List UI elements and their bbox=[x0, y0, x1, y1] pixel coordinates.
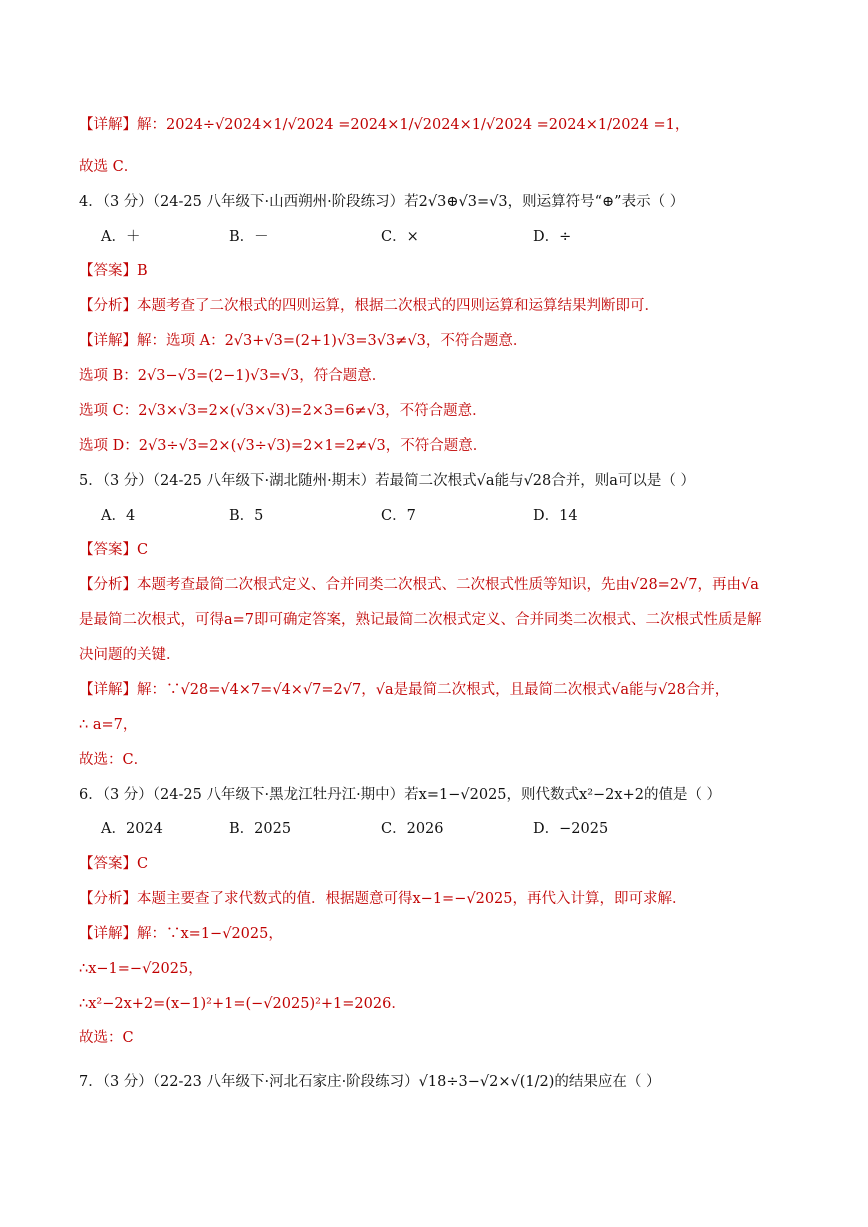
q4-detail-4: 选项 D：2√3÷√3=2×(√3÷√3)=2×1=2≠√3，不符合题意． bbox=[79, 438, 488, 454]
choose-line-q3: 故选 C． bbox=[79, 159, 139, 175]
q6-detail-4: 故选：C bbox=[79, 1030, 134, 1046]
question-4: 4．（3 分）（24-25 八年级下·山西朔州·阶段练习）若2√3⊕√3=√3，则运算符号“⊕”表示（ ） bbox=[79, 194, 685, 210]
q5-detail-1: 【详解】解：∵√28=√4×7=√4×√7=2√7，√a是最简二次根式，且最简二次根式√a能与√28合并， bbox=[79, 682, 730, 698]
q6-analysis: 【分析】本题主要查了求代数式的值．根据题意可得x−1=−√2025，再代入计算，即可求解． bbox=[79, 891, 687, 907]
q6-detail-3: ∴x²−2x+2=(x−1)²+1=(−√2025)²+1=2026． bbox=[79, 996, 406, 1012]
q5-analysis-3: 决问题的关键． bbox=[79, 647, 181, 663]
q4-option-d: D．÷ bbox=[533, 229, 572, 245]
q6-detail-2: ∴x−1=−√2025， bbox=[79, 961, 203, 977]
q6-option-d: D．−2025 bbox=[533, 821, 609, 837]
q5-answer: 【答案】C bbox=[79, 542, 149, 558]
q6-option-c: C．2026 bbox=[381, 821, 444, 837]
question-7: 7．（3 分）（22-23 八年级下·河北石家庄·阶段练习）√18÷3−√2×√(1/2)的结果应在（ ） bbox=[79, 1074, 661, 1090]
q5-option-b: B．5 bbox=[229, 508, 264, 524]
q5-analysis-2: 是最简二次根式，可得a=7即可确定答案，熟记最简二次根式定义、合并同类二次根式、二次根式性质是解 bbox=[79, 612, 762, 628]
q5-detail-3: 故选：C． bbox=[79, 752, 149, 768]
q5-analysis-1: 【分析】本题考查最简二次根式定义、合并同类二次根式、二次根式性质等知识，先由√28=2√7，再由√a bbox=[79, 577, 759, 593]
q5-option-a: A．4 bbox=[101, 508, 136, 524]
q4-option-b: B．－ bbox=[229, 229, 269, 245]
question-6: 6．（3 分）（24-25 八年级下·黑龙江牡丹江·期中）若x=1−√2025，则代数式x²−2x+2的值是（ ） bbox=[79, 787, 722, 803]
q4-analysis: 【分析】本题考查了二次根式的四则运算，根据二次根式的四则运算和运算结果判断即可． bbox=[79, 298, 659, 314]
q6-option-b: B．2025 bbox=[229, 821, 292, 837]
q6-answer: 【答案】C bbox=[79, 856, 149, 872]
q4-detail-1: 【详解】解：选项 A：2√3+√3=(2+1)√3=3√3≠√3，不符合题意． bbox=[79, 333, 528, 349]
q4-detail-2: 选项 B：2√3−√3=(2−1)√3=√3，符合题意． bbox=[79, 368, 387, 384]
q6-detail-1: 【详解】解：∵x=1−√2025， bbox=[79, 926, 283, 942]
q5-option-d: D．14 bbox=[533, 508, 578, 524]
q4-option-a: A．＋ bbox=[101, 229, 141, 245]
detail-line-q3: 【详解】解：2024÷√2024×1/√2024 =2024×1/√2024×1/√2024 =2024×1/2024 =1， bbox=[79, 117, 690, 133]
q5-detail-2: ∴ a=7， bbox=[79, 717, 138, 733]
q4-option-c: C．× bbox=[381, 229, 419, 245]
question-5: 5．（3 分）（24-25 八年级下·湖北随州·期末）若最简二次根式√a能与√28合并，则a可以是（ ） bbox=[79, 473, 696, 489]
q6-option-a: A．2024 bbox=[101, 821, 163, 837]
q5-option-c: C．7 bbox=[381, 508, 416, 524]
q4-answer: 【答案】B bbox=[79, 263, 148, 279]
q4-detail-3: 选项 C：2√3×√3=2×(√3×√3)=2×3=6≠√3，不符合题意． bbox=[79, 403, 487, 419]
